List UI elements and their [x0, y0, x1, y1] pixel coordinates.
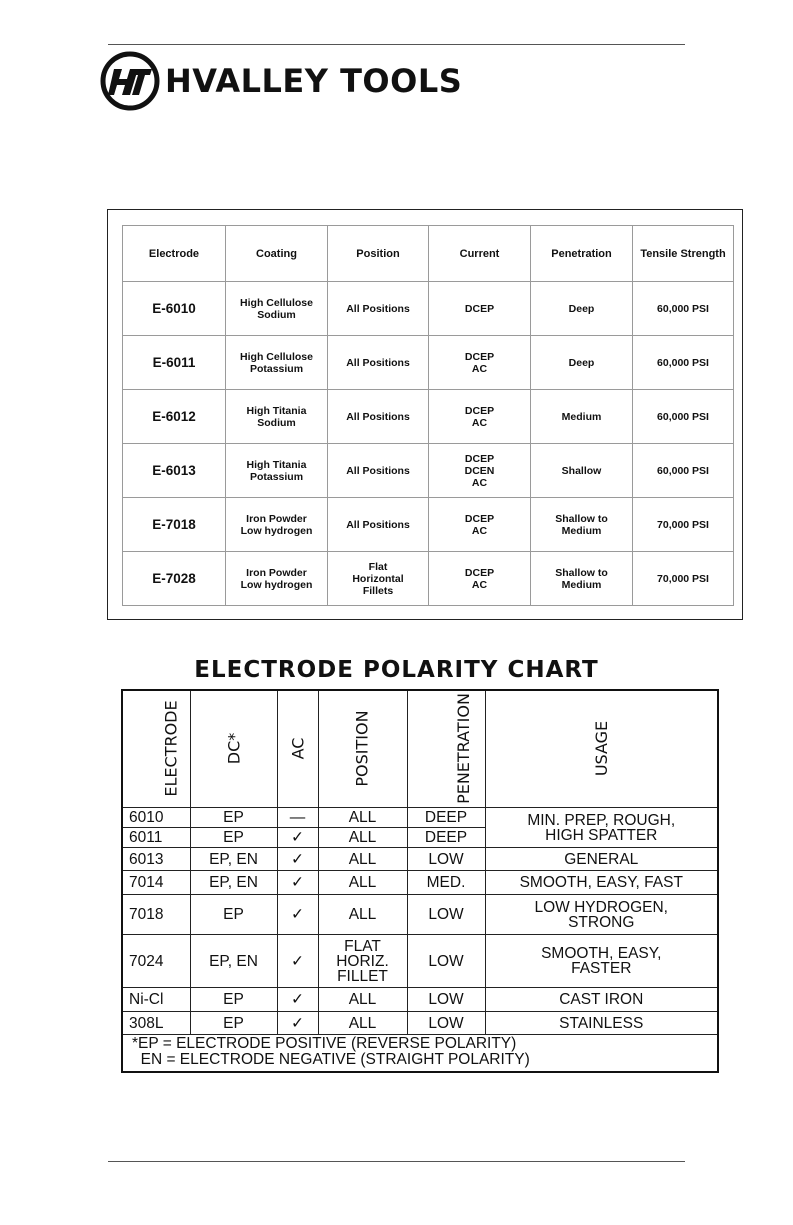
table-row — [123, 848, 717, 871]
table-cell: 60,000 PSI — [633, 336, 734, 390]
polarity-table-header — [123, 691, 717, 808]
check-icon: ✓ — [277, 895, 318, 935]
electrode-cell: E-6010 — [123, 282, 226, 336]
brand-monogram-icon — [100, 51, 160, 111]
table-row — [123, 336, 734, 390]
electrode-cell: E-7028 — [123, 552, 226, 606]
usage-cell: GENERAL — [485, 848, 717, 871]
table-row — [123, 988, 717, 1012]
table-cell: Flat Horizontal Fillets — [328, 552, 429, 606]
column-header — [318, 691, 407, 808]
electrode-cell: 308L — [123, 1012, 190, 1035]
table-row — [123, 282, 734, 336]
usage-cell: MIN. PREP, ROUGH, HIGH SPATTER — [485, 808, 717, 848]
table-row — [123, 935, 717, 988]
dc-cell: EP — [190, 808, 277, 828]
table-row — [123, 552, 734, 606]
column-header-label: USAGE — [591, 720, 611, 777]
polarity-chart-title: ELECTRODE POLARITY CHART — [194, 657, 599, 683]
table-cell: DCEP AC — [429, 552, 531, 606]
electrode-cell: E-6013 — [123, 444, 226, 498]
table-cell: All Positions — [328, 390, 429, 444]
polarity-table — [123, 691, 717, 1035]
dc-cell: EP — [190, 988, 277, 1012]
position-cell: ALL — [318, 1012, 407, 1035]
usage-cell: SMOOTH, EASY, FAST — [485, 871, 717, 895]
electrode-cell: 7014 — [123, 871, 190, 895]
column-header — [123, 691, 190, 808]
dc-cell: EP, EN — [190, 871, 277, 895]
penetration-cell: LOW — [407, 1012, 485, 1035]
dc-cell: EP — [190, 895, 277, 935]
usage-cell: SMOOTH, EASY, FASTER — [485, 935, 717, 988]
position-cell: FLAT HORIZ. FILLET — [318, 935, 407, 988]
table-row — [123, 390, 734, 444]
usage-cell: STAINLESS — [485, 1012, 717, 1035]
table-cell: 70,000 PSI — [633, 498, 734, 552]
column-header-label: POSITION — [352, 710, 372, 787]
table-cell: Shallow to Medium — [531, 498, 633, 552]
table-cell: All Positions — [328, 282, 429, 336]
table-cell: All Positions — [328, 498, 429, 552]
position-cell: ALL — [318, 988, 407, 1012]
table-cell: Deep — [531, 282, 633, 336]
polarity-table-body — [123, 808, 717, 1035]
brand-name: HVALLEY TOOLS — [165, 62, 463, 100]
penetration-cell: DEEP — [407, 828, 485, 848]
electrode-cell: 7024 — [123, 935, 190, 988]
table-cell: DCEP AC — [429, 390, 531, 444]
column-header — [277, 691, 318, 808]
usage-cell: LOW HYDROGEN, STRONG — [485, 895, 717, 935]
table-cell: High Cellulose Sodium — [226, 282, 328, 336]
electrode-cell: 6010 — [123, 808, 190, 828]
ac-cell: — — [277, 808, 318, 828]
dc-cell: EP — [190, 1012, 277, 1035]
table-row — [123, 1012, 717, 1035]
table-cell: Medium — [531, 390, 633, 444]
table-row — [123, 444, 734, 498]
column-header: Penetration — [531, 226, 633, 282]
table-cell: High Titania Potassium — [226, 444, 328, 498]
penetration-cell: LOW — [407, 848, 485, 871]
penetration-cell: LOW — [407, 988, 485, 1012]
electrode-cell: Ni-Cl — [123, 988, 190, 1012]
table-cell: 60,000 PSI — [633, 444, 734, 498]
polarity-chart — [121, 689, 719, 1073]
column-header — [407, 691, 485, 808]
table-cell: DCEP DCEN AC — [429, 444, 531, 498]
check-icon: ✓ — [277, 1012, 318, 1035]
bottom-rule — [108, 1161, 685, 1162]
table-cell: Iron Powder Low hydrogen — [226, 498, 328, 552]
brand-logo — [100, 50, 462, 112]
table-cell: DCEP — [429, 282, 531, 336]
penetration-cell: DEEP — [407, 808, 485, 828]
column-header: Electrode — [123, 226, 226, 282]
check-icon: ✓ — [277, 848, 318, 871]
dc-cell: EP — [190, 828, 277, 848]
column-header-label: DC* — [224, 732, 243, 765]
check-icon: ✓ — [277, 935, 318, 988]
penetration-cell: LOW — [407, 895, 485, 935]
position-cell: ALL — [318, 895, 407, 935]
position-cell: ALL — [318, 828, 407, 848]
top-rule — [108, 44, 685, 45]
electrode-cell: E-6012 — [123, 390, 226, 444]
position-cell: ALL — [318, 871, 407, 895]
column-header — [190, 691, 277, 808]
penetration-cell: LOW — [407, 935, 485, 988]
position-cell: ALL — [318, 808, 407, 828]
table-cell: All Positions — [328, 444, 429, 498]
column-header-label: PENETRATION — [453, 693, 473, 804]
table-cell: Shallow — [531, 444, 633, 498]
electrode-table-body — [123, 282, 734, 606]
table-cell: Deep — [531, 336, 633, 390]
electrode-cell: 6011 — [123, 828, 190, 848]
column-header-label: AC — [288, 737, 307, 760]
electrode-cell: 7018 — [123, 895, 190, 935]
table-cell: Iron Powder Low hydrogen — [226, 552, 328, 606]
electrode-cell: 6013 — [123, 848, 190, 871]
electrode-cell: E-6011 — [123, 336, 226, 390]
column-header: Position — [328, 226, 429, 282]
table-row — [123, 895, 717, 935]
table-cell: Shallow to Medium — [531, 552, 633, 606]
electrode-cell: E-7018 — [123, 498, 226, 552]
table-cell: DCEP AC — [429, 336, 531, 390]
table-cell: 60,000 PSI — [633, 390, 734, 444]
electrode-table-header — [123, 226, 734, 282]
check-icon: ✓ — [277, 871, 318, 895]
column-header: Coating — [226, 226, 328, 282]
table-cell: 60,000 PSI — [633, 282, 734, 336]
column-header — [485, 691, 717, 808]
table-cell: DCEP AC — [429, 498, 531, 552]
polarity-footnote: *EP = ELECTRODE POSITIVE (REVERSE POLARITY) EN = ELECTRODE NEGATIVE (STRAIGHT POLARITY) — [132, 1035, 530, 1068]
penetration-cell: MED. — [407, 871, 485, 895]
check-icon: ✓ — [277, 988, 318, 1012]
table-cell: 70,000 PSI — [633, 552, 734, 606]
table-row — [123, 871, 717, 895]
column-header: Tensile Strength — [633, 226, 734, 282]
table-row — [123, 498, 734, 552]
column-header-label: ELECTRODE — [161, 700, 181, 797]
column-header: Current — [429, 226, 531, 282]
table-row — [123, 808, 717, 828]
table-cell: High Titania Sodium — [226, 390, 328, 444]
dc-cell: EP, EN — [190, 935, 277, 988]
check-icon: ✓ — [277, 828, 318, 848]
position-cell: ALL — [318, 848, 407, 871]
usage-cell: CAST IRON — [485, 988, 717, 1012]
table-cell: High Cellulose Potassium — [226, 336, 328, 390]
table-cell: All Positions — [328, 336, 429, 390]
dc-cell: EP, EN — [190, 848, 277, 871]
electrode-spec-table — [122, 225, 734, 606]
